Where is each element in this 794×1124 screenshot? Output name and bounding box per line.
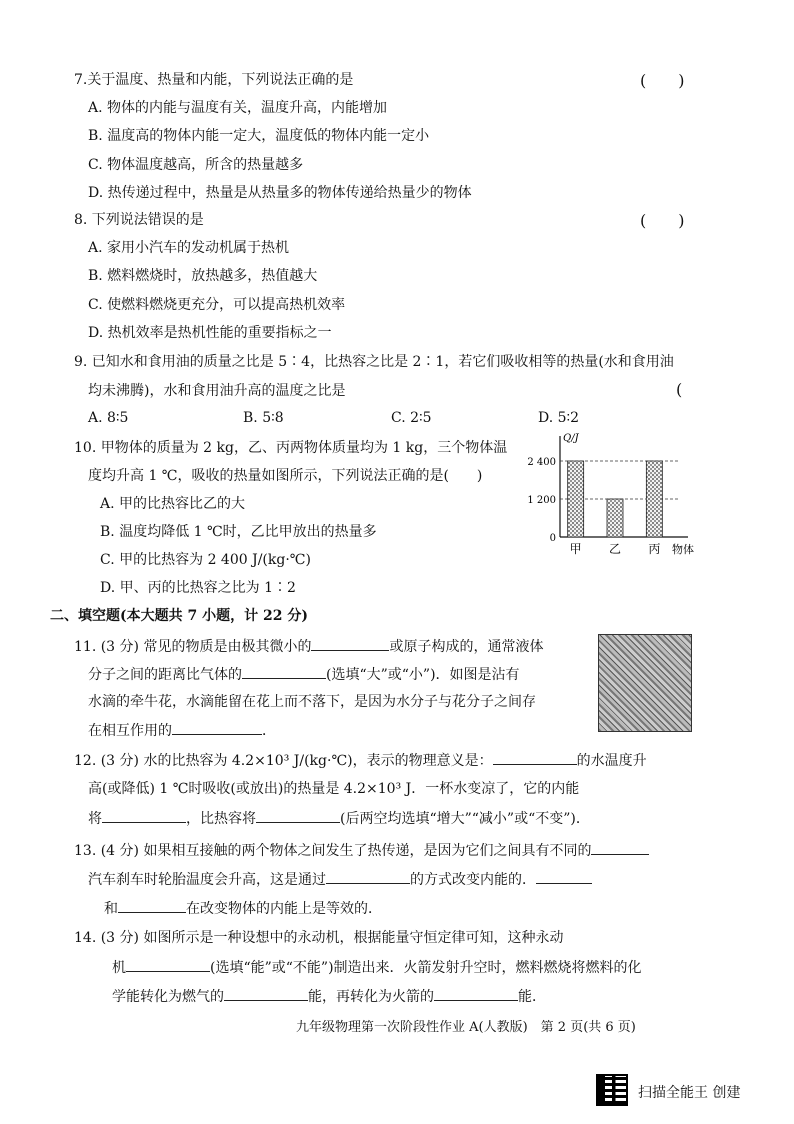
q8-option-a: A. 家用小汽车的发动机属于热机 [88,240,290,256]
scanner-watermark: 扫描全能王 创建 [638,1085,741,1101]
q7-option-c: C. 物体温度越高，所含的热量越多 [88,157,304,173]
q10-option-d: D. 甲、丙的比热容之比为 1∶2 [100,580,296,596]
q12-line-3c: (后两空均选填“增大”“减小”或“不变”)． [340,811,590,827]
q13-line-2 [88,869,592,890]
q14-line-1: 14. (3 分) 如图所示是一种设想中的永动机，根据能量守恒定律可知，这种永动 [74,930,564,946]
chart-bar [607,499,623,537]
section-2-title: 二、填空题(本大题共 7 小题，计 22 分) [50,608,308,624]
morning-glory-photo [598,634,692,732]
q10-line-1: 10. 甲物体的质量为 2 kg，乙、丙两物体质量均为 1 kg，三个物体温 [74,440,508,456]
q11-blank-3[interactable] [172,720,262,735]
q7-option-a: A. 物体的内能与温度有关，温度升高，内能增加 [88,100,388,116]
page-footer: 九年级物理第一次阶段性作业 A(人教版) 第 2 页(共 6 页) [296,1020,636,1035]
q12-line-1 [74,750,647,771]
q8-option-d: D. 热机效率是热机性能的重要指标之一 [88,325,332,341]
q12-blank-2[interactable] [102,808,186,823]
q14-line-3 [112,986,546,1007]
q8-stem: 8. 下列说法错误的是 [74,212,204,228]
q11-line-2b: (选填“大”或“小”)．如图是沾有 [326,667,520,683]
q11-line-1 [74,636,543,657]
q12-blank-1[interactable] [493,750,577,765]
q13-line-1 [74,840,649,861]
chart-y-tick-label: 0 [549,533,556,544]
q10-option-a: A. 甲的比热容比乙的大 [100,496,246,512]
q9-option-b: B. 5∶8 [243,410,284,426]
q11-line-4b: ． [262,723,276,739]
q10-heat-chart [520,430,696,560]
q13-line-3 [104,898,382,919]
q13-blank-3[interactable] [536,869,592,884]
q14-blank-2[interactable] [224,986,308,1001]
q9-line-1: 9. 已知水和食用油的质量之比是 5∶4，比热容之比是 2∶1，若它们吸收相等的热量(水和食用油 [74,354,674,370]
q11-line-1a: 11. (3 分) 常见的物质是由极其微小的 [74,639,312,655]
q14-line-3a: 学能转化为燃气的 [112,989,224,1005]
q14-line-2a: 机 [112,960,126,976]
q13-line-2b: 的方式改变内能的． [410,872,536,888]
q7-option-b: B. 温度高的物体内能一定大，温度低的物体内能一定小 [88,128,430,144]
q8-option-b: B. 燃料燃烧时，放热越多，热值越大 [88,268,318,284]
chart-y-tick-label: 2 400 [527,457,556,468]
q13-line-3a: 和 [104,901,118,917]
chart-category-label: 甲 [569,542,582,556]
q7-answer-paren: ( ) [640,71,685,90]
q9-option-c: C. 2∶5 [391,410,432,426]
q11-line-2a: 分子之间的距离比气体的 [88,667,242,683]
q12-line-1a: 12. (3 分) 水的比热容为 4.2×10³ J/(kg·℃)，表示的物理意义是： [74,753,493,769]
q10-option-b: B. 温度均降低 1 ℃时，乙比甲放出的热量多 [100,524,377,540]
chart-y-tick-label: 1 200 [527,495,556,506]
q11-line-3: 水滴的牵牛花，水滴能留在花上而不落下，是因为水分子与花分子之间存 [88,694,536,710]
q14-blank-1[interactable] [126,957,210,972]
q13-blank-2[interactable] [326,869,410,884]
chart-bar [568,461,584,537]
qr-code-icon [596,1074,628,1106]
q9-line-2: 均未沸腾)，水和食用油升高的温度之比是 [88,383,346,399]
chart-bar [646,461,662,537]
q12-blank-3[interactable] [256,808,340,823]
q11-blank-1[interactable] [311,636,389,651]
q12-line-3a: 将 [88,811,102,827]
q13-blank-1[interactable] [591,840,649,855]
chart-y-label: Q/J [563,433,579,444]
q9-option-a: A. 8∶5 [88,410,129,426]
q8-option-c: C. 使燃料燃烧更充分，可以提高热机效率 [88,297,346,313]
chart-category-label: 丙 [648,542,661,556]
chart-category-label: 乙 [608,542,622,556]
q12-line-3 [88,808,590,829]
q14-line-3c: 能． [518,989,546,1005]
q11-line-4 [88,720,276,741]
q14-line-3b: 能，再转化为火箭的 [308,989,434,1005]
q12-line-1b: 的水温度升 [576,753,647,769]
q14-line-2b: (选填“能”或“不能”)制造出来．火箭发射升空时，燃料燃烧将燃料的化 [210,960,642,976]
q7-stem: 7.关于温度、热量和内能，下列说法正确的是 [74,72,354,88]
q7-option-d: D. 热传递过程中，热量是从热量多的物体传递给热量少的物体 [88,185,472,201]
q12-line-3b: ，比热容将 [186,811,256,827]
q8-answer-paren: ( ) [640,211,685,230]
q14-line-2 [112,957,642,978]
q13-line-3b: 在改变物体的内能上是等效的． [186,901,382,917]
q12-line-2: 高(或降低) 1 ℃时吸收(或放出)的热量是 4.2×10³ J．一杯水变凉了，它的内能 [88,781,580,797]
q11-line-4a: 在相互作用的 [88,723,172,739]
q10-option-c: C. 甲的比热容为 2 400 J/(kg·℃) [100,552,311,568]
q9-answer-paren: ( [676,380,683,399]
q9-option-d: D. 5∶2 [538,410,580,426]
q10-line-2: 度均升高 1 ℃，吸收的热量如图所示，下列说法正确的是( ) [88,468,483,484]
q11-blank-2[interactable] [242,664,326,679]
q13-line-1-text: 13. (4 分) 如果相互接触的两个物体之间发生了热传递，是因为它们之间具有不同的 [74,843,592,859]
q11-line-2 [88,664,520,685]
q14-blank-3[interactable] [434,986,518,1001]
chart-x-label: 物体 [672,543,694,556]
q13-line-2a: 汽车刹车时轮胎温度会升高，这是通过 [88,872,326,888]
q13-blank-4[interactable] [118,898,186,913]
q11-line-1b: 或原子构成的，通常液体 [389,639,544,655]
